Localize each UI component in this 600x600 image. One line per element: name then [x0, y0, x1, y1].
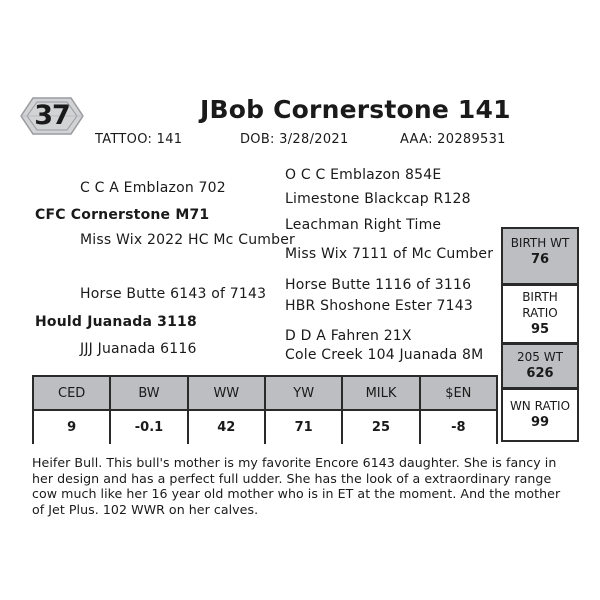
dam: Hould Juanada 3118	[35, 314, 197, 330]
wt-205-value: 626	[526, 366, 554, 381]
lot-description: Heifer Bull. This bull's mother is my favorite Encore 6143 daughter. She is fancy in her design and has a perfect full udder. She has the look of a extraordinary range cow much like her 16 year old mother who is in ET at the moment. And the mother of Jet Plus. 102 WWR on her calves.	[32, 455, 561, 517]
epd-header-row	[34, 377, 496, 411]
lot-number: 37	[34, 100, 70, 131]
epd-value-row	[34, 411, 496, 444]
birth-ratio-box	[501, 284, 579, 344]
birth-ratio-label-2: RATIO	[522, 306, 558, 320]
wn-ratio-label: WN RATIO	[509, 399, 571, 413]
dam-dam: JJJ Juanada 6116	[80, 341, 197, 357]
dob: DOB: 3/28/2021	[240, 132, 349, 147]
epd-header-ww: WW	[189, 377, 266, 409]
epd-value-bw: -0.1	[111, 411, 188, 444]
sire-dam: Miss Wix 2022 HC Mc Cumber	[80, 232, 295, 248]
sire-sire: C C A Emblazon 702	[80, 180, 226, 196]
lot-badge	[18, 95, 86, 137]
birth-ratio-label-1: BIRTH	[522, 290, 558, 304]
epd-header-bw: BW	[111, 377, 188, 409]
birth-ratio-value: 95	[530, 322, 550, 337]
sire-dam-dam: Miss Wix 7111 of Mc Cumber	[285, 246, 494, 262]
epd-value-ww: 42	[189, 411, 266, 444]
epd-value-milk: 25	[343, 411, 420, 444]
dam-sire-sire: Horse Butte 1116 of 3116	[285, 277, 472, 293]
epd-header-en: $EN	[445, 385, 472, 401]
sire-sire-dam: Limestone Blackcap R128	[285, 191, 471, 207]
animal-name: JBob Cornerstone 141	[200, 95, 511, 124]
dam-dam-dam: Cole Creek 104 Juanada 8M	[285, 347, 484, 363]
tattoo: TATTOO: 141	[95, 132, 183, 147]
aaa-number: AAA: 20289531	[400, 132, 506, 147]
wn-ratio-box	[501, 388, 579, 442]
birth-wt-value: 76	[530, 252, 550, 267]
dam-dam-sire: D D A Fahren 21X	[285, 328, 412, 344]
dam-sire-dam: HBR Shoshone Ester 7143	[285, 298, 473, 314]
dam-sire: Horse Butte 6143 of 7143	[80, 286, 267, 302]
sire-dam-sire: Leachman Right Time	[285, 217, 442, 233]
birth-wt-box	[501, 227, 579, 285]
sire: CFC Cornerstone M71	[35, 207, 210, 223]
wt-205-label: 205 WT	[517, 350, 563, 364]
epd-value-ced: 9	[34, 411, 111, 444]
epd-header-milk: MILK	[343, 377, 420, 409]
wn-ratio-value: 99	[530, 415, 550, 430]
epd-value-yw: 71	[266, 411, 343, 444]
epd-table	[32, 375, 498, 444]
epd-header-yw: YW	[266, 377, 343, 409]
wt-205-box	[501, 343, 579, 389]
epd-header-ced: CED	[34, 377, 111, 409]
epd-value-en: -8	[451, 420, 466, 435]
birth-wt-label: BIRTH WT	[510, 236, 570, 250]
sire-sire-sire: O C C Emblazon 854E	[285, 167, 442, 183]
